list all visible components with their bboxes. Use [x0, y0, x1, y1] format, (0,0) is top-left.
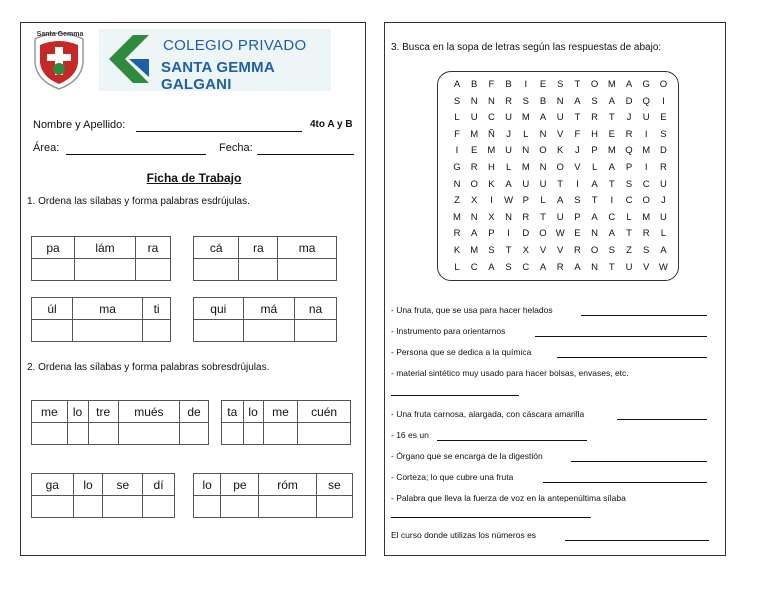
word-search-letter[interactable]: W: [658, 261, 668, 273]
worksheet-title: Ficha de Trabajo: [146, 171, 242, 185]
answer-cell[interactable]: [67, 423, 88, 445]
syllable: ga: [32, 474, 74, 496]
answer-cell[interactable]: [278, 259, 337, 281]
word-search-letter[interactable]: U: [539, 178, 547, 190]
answer-cell[interactable]: [194, 259, 239, 281]
area-label: Área:: [33, 142, 60, 154]
date-label: Fecha:: [219, 142, 253, 154]
word-search-row: [448, 228, 672, 245]
word-search-letter[interactable]: V: [557, 128, 564, 140]
word-search-letter[interactable]: R: [642, 228, 650, 240]
syllable: tre: [88, 401, 118, 423]
word-search-letter[interactable]: E: [574, 228, 581, 240]
word-search-letter[interactable]: L: [626, 211, 632, 223]
word-search-letter[interactable]: C: [608, 211, 616, 223]
word-search-row: [448, 145, 672, 162]
syllable: me: [32, 401, 68, 423]
answer-line[interactable]: [391, 395, 519, 396]
answer-cell[interactable]: [221, 496, 259, 518]
syllable: lo: [243, 401, 263, 423]
word-search-letter[interactable]: S: [643, 245, 650, 256]
syllable: qui: [194, 298, 244, 320]
answer-cell[interactable]: [239, 259, 278, 281]
answer-cell[interactable]: [118, 423, 179, 445]
answer-cell[interactable]: [243, 423, 263, 445]
syllable: de: [179, 401, 208, 423]
word-search-letter[interactable]: X: [471, 195, 478, 207]
word-search-letter[interactable]: T: [540, 211, 546, 223]
word-search-letter[interactable]: O: [470, 178, 478, 190]
answer-cell[interactable]: [32, 496, 74, 518]
word-search-letter[interactable]: I: [524, 79, 528, 90]
syllable: úl: [32, 298, 73, 320]
word-search-letter[interactable]: D: [659, 145, 667, 157]
word-search-letter[interactable]: G: [453, 162, 461, 173]
word-search-letter[interactable]: U: [556, 211, 564, 223]
answer-line[interactable]: [571, 461, 707, 462]
word-search-letter[interactable]: K: [488, 178, 495, 190]
word-search-letter[interactable]: C: [487, 112, 495, 124]
answer-cell[interactable]: [136, 259, 171, 281]
word-search-row: [448, 212, 672, 229]
exercise3-instruction: 3. Busca en la sopa de letras según las respuestas de abajo:: [391, 42, 662, 53]
school-logo-mark-icon: [103, 31, 159, 87]
area-field-line[interactable]: [66, 154, 206, 155]
answer-cell[interactable]: [32, 423, 68, 445]
syllable-table: [31, 297, 171, 342]
word-search-letter[interactable]: O: [590, 245, 599, 256]
word-search-row: [448, 96, 672, 113]
word-search-letter[interactable]: M: [521, 112, 530, 124]
answer-cell[interactable]: [316, 496, 352, 518]
word-search-letter[interactable]: A: [539, 112, 547, 124]
word-search-letter[interactable]: Q: [642, 95, 650, 107]
word-search-letter[interactable]: S: [453, 95, 461, 107]
answer-line[interactable]: [535, 336, 707, 337]
word-search-letter[interactable]: M: [470, 245, 479, 256]
word-search-letter[interactable]: U: [659, 211, 667, 223]
word-search-letter[interactable]: V: [643, 261, 650, 273]
word-search-row: [448, 245, 672, 262]
word-search-letter[interactable]: G: [642, 79, 650, 90]
syllable: pe: [221, 474, 259, 496]
syllable-table: [31, 236, 171, 281]
answer-cell[interactable]: [143, 496, 175, 518]
word-search-letter[interactable]: I: [507, 228, 510, 240]
word-search-grid: [437, 71, 679, 281]
word-search-letter[interactable]: T: [608, 178, 615, 190]
word-search-letter[interactable]: T: [591, 195, 598, 207]
answer-cell[interactable]: [298, 423, 351, 445]
syllable: ta: [222, 401, 244, 423]
word-search-letter[interactable]: A: [608, 95, 615, 107]
word-search-letter[interactable]: X: [488, 211, 495, 223]
word-search-letter[interactable]: A: [625, 79, 633, 90]
word-search-letter[interactable]: O: [556, 162, 564, 173]
word-search-letter[interactable]: C: [470, 261, 478, 273]
syllable-table: [193, 236, 337, 281]
word-search-letter[interactable]: L: [591, 162, 598, 173]
answer-cell[interactable]: [243, 320, 295, 342]
syllable: cá: [194, 237, 239, 259]
word-search-letter[interactable]: B: [471, 79, 478, 90]
date-field-line[interactable]: [257, 154, 354, 155]
word-search-letter[interactable]: X: [522, 245, 529, 256]
word-search-letter[interactable]: D: [522, 228, 530, 240]
answer-cell[interactable]: [194, 320, 244, 342]
answer-cell[interactable]: [32, 320, 73, 342]
word-search-letter[interactable]: K: [557, 145, 564, 157]
syllable: me: [263, 401, 298, 423]
word-search-letter[interactable]: V: [574, 162, 581, 173]
word-search-letter[interactable]: M: [521, 162, 530, 173]
word-search-row: [448, 129, 672, 146]
word-search-letter[interactable]: A: [574, 95, 581, 107]
syllable: ma: [278, 237, 337, 259]
word-search-letter[interactable]: A: [574, 261, 581, 273]
syllable-table: [31, 400, 209, 445]
answer-line[interactable]: [557, 357, 707, 358]
word-search-letter[interactable]: E: [608, 128, 615, 140]
word-search-letter[interactable]: M: [470, 128, 479, 140]
word-search-row: [448, 179, 672, 196]
word-search-letter[interactable]: Q: [625, 145, 633, 157]
word-search-letter[interactable]: J: [626, 112, 632, 124]
word-search-letter[interactable]: J: [506, 128, 511, 140]
word-search-letter[interactable]: L: [660, 228, 667, 240]
word-search-letter[interactable]: H: [487, 162, 495, 173]
word-search-letter[interactable]: A: [591, 211, 598, 223]
word-search-letter[interactable]: I: [576, 178, 579, 190]
word-search-letter[interactable]: A: [608, 162, 615, 173]
syllable: dí: [143, 474, 175, 496]
word-search-letter[interactable]: I: [490, 195, 493, 207]
word-search-letter[interactable]: T: [608, 112, 615, 124]
word-search-letter[interactable]: N: [505, 211, 513, 223]
word-search-letter[interactable]: U: [505, 145, 513, 157]
seal-text: Santa Gemma: [36, 31, 84, 38]
word-search-letter[interactable]: U: [556, 112, 564, 124]
exercise1-instruction: 1. Ordena las sílabas y forma palabras esdrújulas.: [27, 196, 250, 207]
word-search-letter[interactable]: A: [539, 261, 547, 273]
syllable: pa: [32, 237, 75, 259]
syllable: lám: [75, 237, 136, 259]
word-search-letter[interactable]: U: [522, 178, 530, 190]
word-search-letter[interactable]: I: [644, 128, 648, 140]
word-search-letter[interactable]: S: [591, 95, 598, 107]
clue-text: El curso donde utilizas los números es: [391, 530, 537, 540]
word-search-letter[interactable]: L: [523, 128, 529, 140]
word-search-letter[interactable]: F: [574, 128, 581, 140]
syllable: se: [316, 474, 352, 496]
school-seal-logo: [31, 29, 87, 91]
answer-cell[interactable]: [194, 496, 221, 518]
word-search-letter[interactable]: R: [573, 245, 581, 256]
word-search-letter[interactable]: P: [591, 145, 598, 157]
syllable: na: [295, 298, 337, 320]
word-search-letter[interactable]: L: [454, 112, 460, 124]
school-logo-banner: [99, 29, 331, 91]
word-search-letter[interactable]: W: [504, 195, 514, 207]
word-search-letter[interactable]: N: [470, 95, 478, 107]
answer-cell[interactable]: [143, 320, 171, 342]
word-search-row: [448, 112, 672, 129]
clue-text: - Corteza; lo que cubre una fruta: [391, 472, 514, 482]
word-search-letter[interactable]: R: [522, 211, 530, 223]
word-search-letter[interactable]: T: [557, 178, 564, 190]
word-search-letter[interactable]: C: [625, 195, 633, 207]
word-search-letter[interactable]: O: [642, 195, 650, 207]
word-search-letter[interactable]: W: [555, 228, 565, 240]
worksheet-page-right: [384, 22, 726, 556]
word-search-letter[interactable]: R: [453, 228, 461, 240]
clue-text: - Persona que se dedica a la química: [391, 347, 532, 357]
word-search-letter[interactable]: T: [505, 245, 512, 256]
word-search-letter[interactable]: N: [487, 95, 495, 107]
name-label: Nombre y Apellido:: [33, 119, 126, 131]
word-search-letter[interactable]: I: [662, 95, 665, 107]
clue-text: - Instrumento para orientarnos: [391, 326, 506, 336]
word-search-letter[interactable]: Ñ: [487, 128, 495, 140]
answer-line[interactable]: [391, 517, 591, 518]
word-search-letter[interactable]: O: [659, 79, 668, 90]
word-search-row: [448, 195, 672, 212]
word-search-letter[interactable]: I: [610, 195, 614, 207]
syllable: ti: [143, 298, 171, 320]
answer-line[interactable]: [617, 419, 707, 420]
syllable: se: [103, 474, 143, 496]
syllable-table: [193, 473, 353, 518]
answer-cell[interactable]: [88, 423, 118, 445]
word-search-letter[interactable]: N: [470, 211, 478, 223]
word-search-letter[interactable]: A: [471, 228, 478, 240]
school-name-line1: COLEGIO PRIVADO: [163, 37, 307, 54]
word-search-letter[interactable]: N: [522, 145, 530, 157]
word-search-letter[interactable]: Z: [454, 195, 460, 207]
word-search-letter[interactable]: J: [661, 195, 666, 207]
clue-text: - 16 es un: [391, 430, 429, 440]
word-search-letter[interactable]: S: [505, 261, 512, 273]
word-search-letter[interactable]: S: [625, 178, 633, 190]
word-search-letter[interactable]: R: [505, 95, 513, 107]
word-search-letter[interactable]: M: [607, 79, 616, 90]
word-search-letter[interactable]: U: [470, 112, 478, 124]
word-search-row: [448, 162, 672, 179]
syllable-table: [193, 297, 337, 342]
answer-cell[interactable]: [259, 496, 316, 518]
word-search-letter[interactable]: R: [659, 162, 667, 173]
word-search-row: [448, 262, 672, 279]
answer-cell[interactable]: [179, 423, 208, 445]
word-search-letter[interactable]: A: [660, 245, 667, 256]
word-search-row: [448, 79, 672, 96]
word-search-letter[interactable]: N: [591, 228, 599, 240]
word-search-letter[interactable]: M: [642, 145, 651, 157]
word-search-letter[interactable]: T: [574, 112, 581, 124]
word-search-letter[interactable]: N: [539, 128, 547, 140]
word-search-letter[interactable]: J: [575, 145, 580, 157]
word-search-letter[interactable]: S: [660, 128, 667, 140]
word-search-letter[interactable]: T: [608, 261, 615, 273]
exercise2-instruction: 2. Ordena las sílabas y forma palabras sobresdrújulas.: [27, 362, 270, 373]
word-search-letter[interactable]: C: [642, 178, 650, 190]
answer-cell[interactable]: [32, 259, 75, 281]
answer-cell[interactable]: [73, 496, 103, 518]
syllable: cuén: [298, 401, 351, 423]
word-search-letter[interactable]: S: [488, 245, 495, 256]
syllable: róm: [259, 474, 316, 496]
answer-cell[interactable]: [75, 259, 136, 281]
word-search-letter[interactable]: V: [539, 245, 547, 256]
word-search-letter[interactable]: A: [505, 178, 512, 190]
word-search-letter[interactable]: N: [453, 178, 461, 190]
word-search-letter[interactable]: M: [642, 211, 651, 223]
syllable: lo: [73, 474, 103, 496]
answer-cell[interactable]: [73, 320, 143, 342]
clue-text: - Órgano que se encarga de la digestión: [391, 451, 543, 461]
word-search-letter[interactable]: L: [505, 162, 512, 173]
word-search-letter[interactable]: L: [454, 261, 460, 273]
word-search-letter[interactable]: P: [574, 211, 581, 223]
word-search-letter[interactable]: O: [539, 145, 547, 157]
word-search-letter[interactable]: O: [590, 79, 599, 90]
word-search-letter[interactable]: F: [488, 79, 495, 90]
word-search-letter[interactable]: R: [470, 162, 478, 173]
word-search-letter[interactable]: S: [574, 195, 581, 207]
syllable: mués: [118, 401, 179, 423]
word-search-letter[interactable]: A: [608, 228, 615, 240]
school-name-line2: SANTA GEMMA GALGANI: [161, 59, 275, 93]
answer-cell[interactable]: [295, 320, 337, 342]
clue-text: - Palabra que lleva la fuerza de voz en la antepenúltima sílaba: [391, 493, 626, 503]
word-search-letter[interactable]: H: [591, 128, 599, 140]
word-search-letter[interactable]: A: [488, 261, 495, 273]
word-search-letter[interactable]: L: [540, 195, 546, 207]
word-search-letter[interactable]: A: [557, 195, 564, 207]
clue-text: - Una fruta, que se usa para hacer helados: [391, 305, 553, 315]
syllable: ra: [136, 237, 171, 259]
word-search-letter[interactable]: C: [522, 261, 530, 273]
word-search-letter[interactable]: Z: [626, 245, 632, 256]
clue-text: - material sintético muy usado para hacer bolsas, envases, etc.: [391, 368, 629, 378]
answer-line[interactable]: [565, 540, 709, 541]
word-search-letter[interactable]: E: [539, 79, 547, 90]
answer-line[interactable]: [437, 440, 587, 441]
word-search-letter[interactable]: A: [591, 178, 598, 190]
clue-text: - Una fruta carnosa, alargada, con cáscara amarilla: [391, 409, 585, 419]
answer-cell[interactable]: [263, 423, 298, 445]
word-search-letter[interactable]: E: [471, 145, 478, 157]
word-search-letter[interactable]: P: [625, 162, 633, 173]
word-search-letter[interactable]: S: [608, 245, 615, 256]
answer-line[interactable]: [581, 315, 707, 316]
word-search-letter[interactable]: M: [453, 211, 461, 223]
answer-cell[interactable]: [222, 423, 244, 445]
worksheet-page-left: [20, 22, 366, 556]
name-field-line[interactable]: [136, 131, 302, 132]
word-search-letter[interactable]: B: [505, 79, 512, 90]
word-search-letter[interactable]: U: [625, 261, 633, 273]
word-search-letter[interactable]: T: [574, 79, 581, 90]
word-search-letter[interactable]: F: [454, 128, 460, 140]
word-search-letter[interactable]: N: [556, 95, 564, 107]
word-search-letter[interactable]: S: [522, 95, 529, 107]
word-search-letter[interactable]: P: [488, 228, 495, 240]
word-search-letter[interactable]: S: [557, 79, 564, 90]
grade-label: 4to A y B: [310, 119, 353, 130]
word-search-letter[interactable]: E: [660, 112, 667, 124]
word-search-letter[interactable]: K: [453, 245, 461, 256]
word-search-letter[interactable]: R: [625, 128, 633, 140]
word-search-letter[interactable]: A: [453, 79, 461, 90]
syllable: ra: [239, 237, 278, 259]
syllable: ma: [73, 298, 143, 320]
word-search-letter[interactable]: R: [556, 261, 564, 273]
word-search-letter[interactable]: M: [487, 145, 496, 157]
word-search-letter[interactable]: U: [505, 112, 513, 124]
word-search-letter[interactable]: R: [591, 112, 599, 124]
word-search-letter[interactable]: U: [642, 112, 650, 124]
word-search-letter[interactable]: I: [455, 145, 459, 157]
syllable-table: [31, 473, 175, 518]
word-search-letter[interactable]: P: [522, 195, 529, 207]
syllable: lo: [194, 474, 221, 496]
word-search-letter[interactable]: O: [539, 228, 547, 240]
word-search-letter[interactable]: U: [659, 178, 667, 190]
answer-cell[interactable]: [103, 496, 143, 518]
word-search-letter[interactable]: N: [591, 261, 599, 273]
word-search-letter[interactable]: T: [626, 228, 632, 240]
word-search-letter[interactable]: I: [644, 162, 648, 173]
word-search-letter[interactable]: M: [607, 145, 616, 157]
syllable: lo: [67, 401, 88, 423]
word-search-letter[interactable]: N: [539, 162, 547, 173]
word-search-letter[interactable]: D: [625, 95, 633, 107]
word-search-letter[interactable]: V: [557, 245, 564, 256]
word-search-letter[interactable]: B: [539, 95, 547, 107]
syllable-table: [221, 400, 351, 445]
answer-line[interactable]: [543, 482, 707, 483]
syllable: má: [243, 298, 295, 320]
